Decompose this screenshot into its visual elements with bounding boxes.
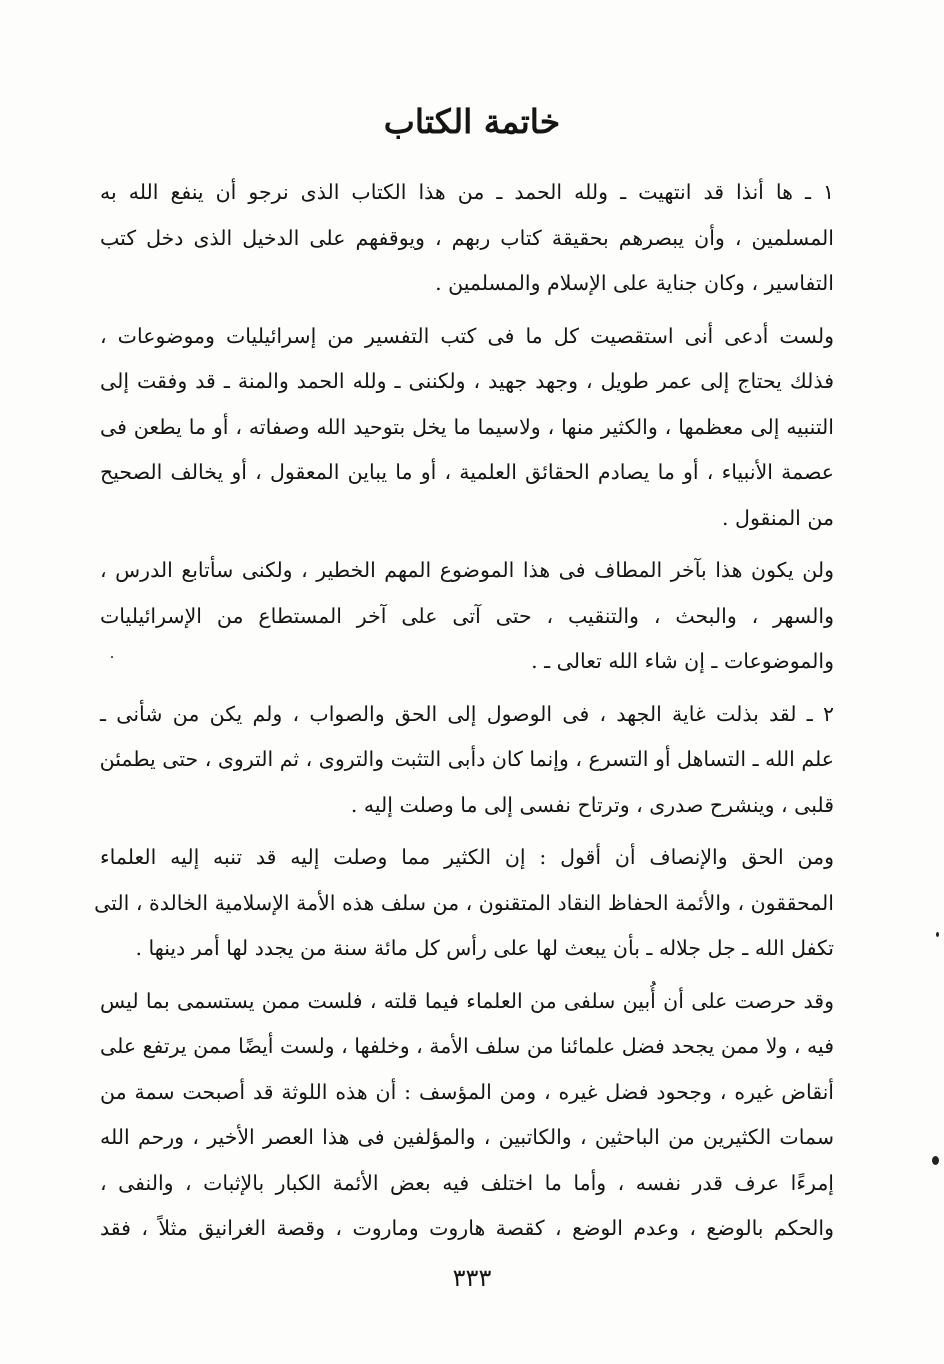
text-line: المحققون ، والأئمة الحفاظ النقاد المتقنون ، من سلف هذه الأمة الإسلامية الخالدة ، التى	[94, 890, 834, 915]
paragraph-4	[100, 692, 834, 829]
paragraph-1	[100, 170, 834, 307]
text-line: ١ ـ ها أنذا قد انتهيت ـ ولله الحمد ـ من هذا الكتاب الذى نرجو أن ينفع الله به	[100, 180, 834, 204]
text-line: المسلمين ، وأن يبصرهم بحقيقة كتاب ربهم ، ويوقفهم على الدخيل الذى دخل كتب	[100, 225, 834, 250]
text-line: عصمة الأنبياء ، أو ما يصادم الحقائق العلمية ، أو ما يباين المعقول ، أو يخالف الصحيح	[100, 460, 834, 484]
text-line: ولست أدعى أنى استقصيت كل ما فى كتب التفسير من إسرائيليات وموضوعات ،	[100, 323, 834, 348]
text-line: التفاسير ، وكان جناية على الإسلام والمسلمين .	[435, 271, 834, 295]
page-number: ٣٣٣	[452, 1264, 492, 1292]
text-line: ٢ ـ لقد بذلت غاية الجهد ، فى الوصول إلى الحق والصواب ، ولم يكن من شأنى ـ	[100, 701, 834, 726]
scan-speck	[936, 932, 939, 937]
text-line: ولن يكون هذا بآخر المطاف فى هذا الموضوع المهم الخطير ، ولكنى سأتابع الدرس ،	[100, 558, 834, 582]
text-line: قلبى ، وينشرح صدرى ، وترتاح نفسى إلى ما وصلت إليه .	[350, 792, 834, 817]
text-line: والحكم بالوضع ، وعدم الوضع ، كقصة هاروت وماروت ، وقصة الغرانيق مثلاً ، فقد	[100, 1216, 834, 1240]
text-line: أنقاض غيره ، وجحود فضل غيره ، ومن المؤسف : أن هذه اللوثة قد أصبحت سمة من	[100, 1079, 834, 1104]
scan-speck	[111, 656, 113, 658]
text-line: التنبيه إلى معظمها ، والكثير منها ، ولاسيما ما يخل بتوحيد الله وصفاته ، أو ما يطعن فى	[100, 414, 834, 439]
paragraph-2	[100, 314, 834, 542]
text-line: إمرءًا عرف قدر نفسه ، وأما ما اختلف فيه بعض الأئمة الكبار بالإثبات ، والنفى ،	[100, 1170, 834, 1195]
text-line: من المنقول .	[722, 505, 834, 530]
body-text	[94, 170, 834, 1252]
text-line: والسهر ، والبحث ، والتنقيب ، حتى آتى على آخر المستطاع من الإسرائيليات	[100, 603, 834, 628]
scan-speck	[932, 1156, 939, 1165]
paragraph-3	[100, 548, 834, 685]
paragraph-5	[94, 835, 834, 972]
text-line: سمات الكثيرين من الباحثين ، والكاتبين ، والمؤلفين فى هذا العصر الأخير ، ورحم الله	[100, 1125, 834, 1149]
text-line: والموضوعات ـ إن شاء الله تعالى ـ .	[531, 649, 834, 673]
text-line: تكفل الله ـ جل جلاله ـ بأن يبعث لها على رأس كل مائة سنة من يجدد لها أمر دينها .	[135, 936, 834, 960]
paragraph-6	[100, 979, 834, 1252]
page-title: خاتمة الكتاب	[383, 102, 561, 141]
text-line: علم الله ـ التساهل أو التسرع ، وإنما كان دأبى التثبت والتروى ، ثم التروى ، حتى يطمئن	[99, 747, 834, 771]
text-line: ومن الحق والإنصاف أن أقول : إن الكثير مما وصلت إليه قد تنبه إليه العلماء	[100, 845, 834, 869]
text-line: فيه ، ولا ممن يجحد فضل علمائنا من سلف الأمة ، وخلفها ، ولست أيضًا ممن يرتفع على	[99, 1034, 834, 1058]
text-line: وقد حرصت على أن أُبين سلفى من العلماء فيما قلته ، فلست ممن يستسمى بما ليس	[100, 988, 834, 1013]
text-line: فذلك يحتاج إلى عمر طويل ، وجهد جهيد ، ولكننى ـ ولله الحمد والمنة ـ قد وفقت إلى	[100, 369, 834, 393]
